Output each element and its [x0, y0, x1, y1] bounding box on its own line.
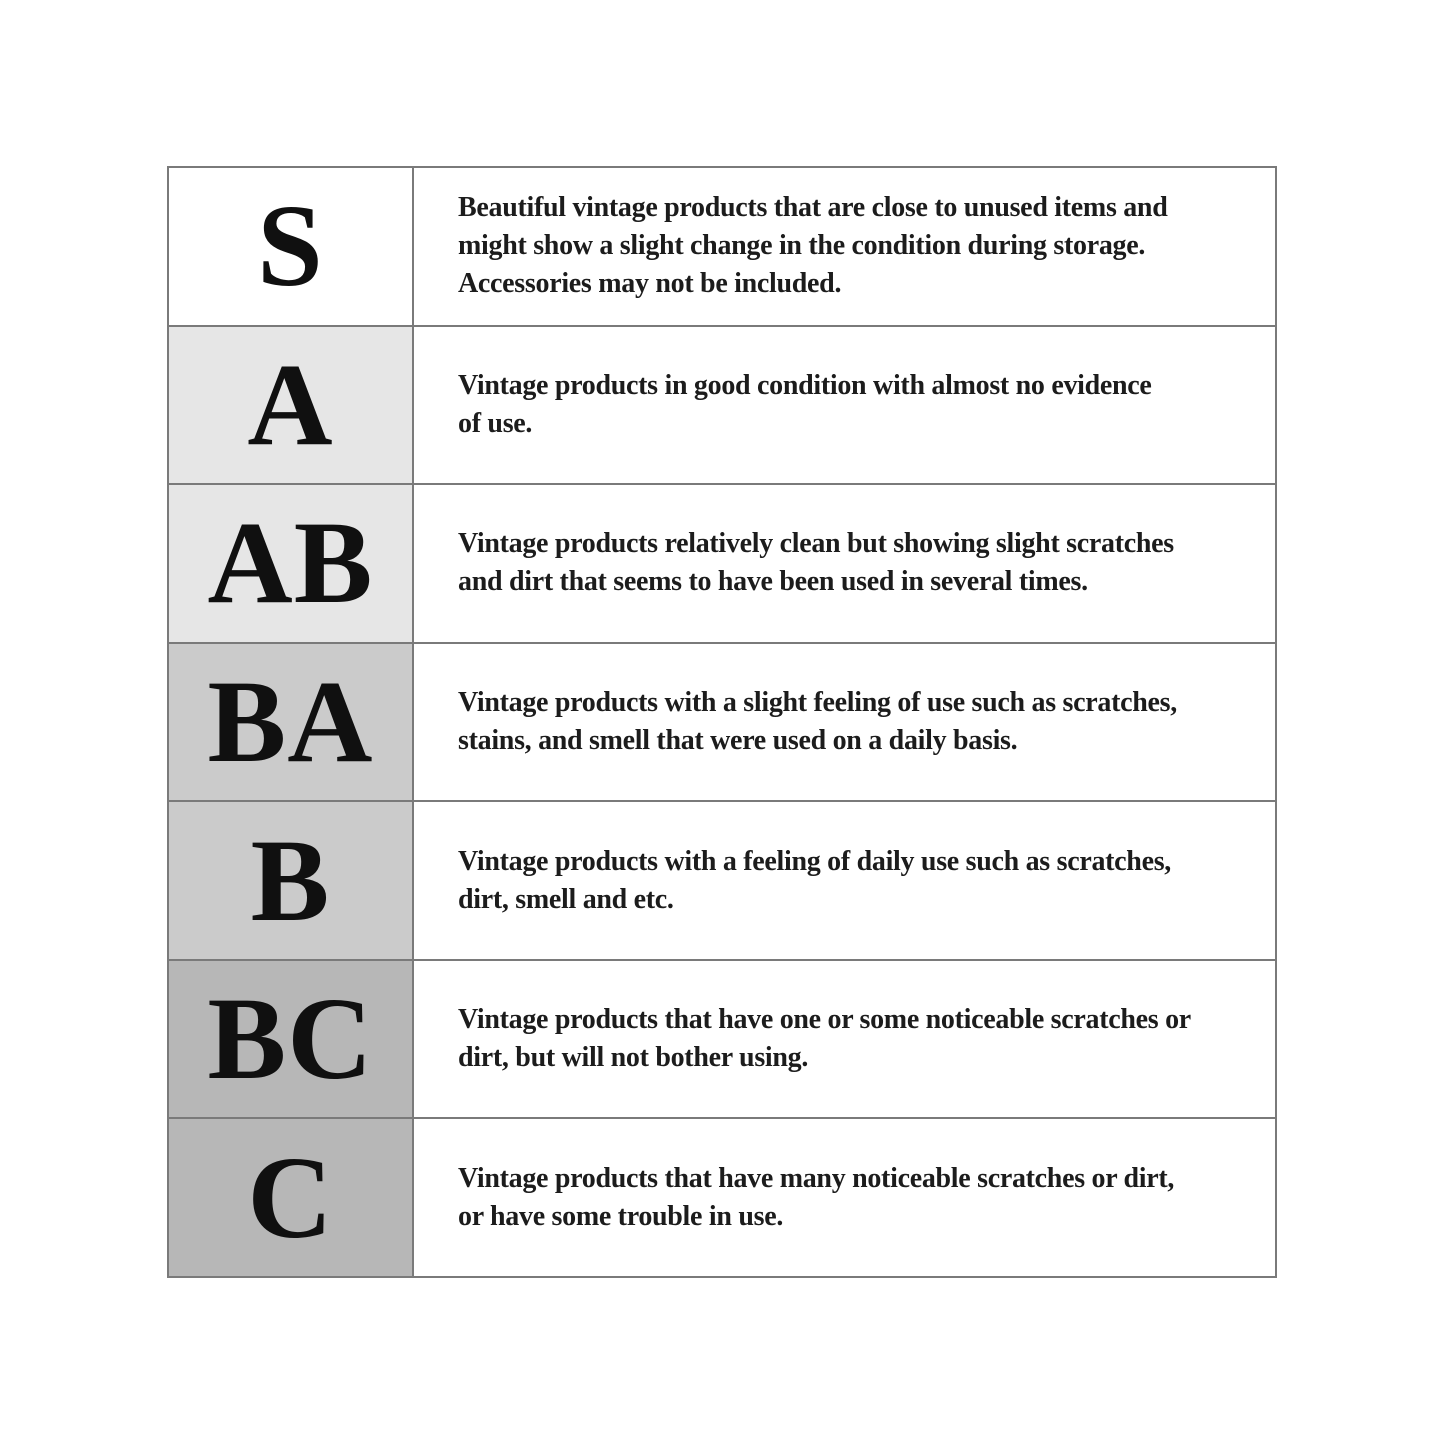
grade-description-b: [414, 802, 1275, 959]
description-line: of use.: [458, 407, 533, 439]
description-line: Vintage products with a feeling of daily use such as scratches,: [458, 845, 1171, 877]
table-row: [169, 642, 1275, 801]
description-line: stains, and smell that were used on a daily basis.: [458, 725, 1018, 757]
grade-cell-ba: BA: [169, 644, 414, 801]
table-row: [169, 959, 1275, 1118]
description-line: might show a slight change in the condition during storage.: [458, 230, 1146, 262]
description-line: and dirt that seems to have been used in several times.: [458, 566, 1088, 598]
description-line: Accessories may not be included.: [458, 268, 842, 300]
table-row: [169, 1117, 1275, 1276]
grade-cell-bc: BC: [169, 961, 414, 1118]
condition-grade-table: [167, 166, 1277, 1278]
grade-description-ba: [414, 644, 1275, 801]
grade-cell-a: A: [169, 327, 414, 484]
description-line: Vintage products in good condition with almost no evidence: [458, 369, 1152, 401]
description-line: dirt, smell and etc.: [458, 883, 674, 915]
description-line: Vintage products with a slight feeling of use such as scratches,: [458, 687, 1177, 719]
grade-description-bc: [414, 961, 1275, 1118]
table-row: [169, 483, 1275, 642]
grade-description-a: [414, 327, 1275, 484]
grade-cell-c: C: [169, 1119, 414, 1276]
grade-cell-s: S: [169, 168, 414, 325]
description-line: Beautiful vintage products that are close to unused items and: [458, 192, 1168, 224]
description-line: dirt, but will not bother using.: [458, 1042, 809, 1074]
description-line: Vintage products relatively clean but showing slight scratches: [458, 528, 1174, 560]
grade-cell-ab: AB: [169, 485, 414, 642]
table-row: [169, 325, 1275, 484]
description-line: or have some trouble in use.: [458, 1200, 784, 1232]
grade-description-s: [414, 168, 1275, 325]
grade-cell-b: B: [169, 802, 414, 959]
description-line: Vintage products that have one or some noticeable scratches or: [458, 1004, 1191, 1036]
table-row: [169, 800, 1275, 959]
grade-description-ab: [414, 485, 1275, 642]
grade-description-c: [414, 1119, 1275, 1276]
table-row: [169, 168, 1275, 325]
description-line: Vintage products that have many noticeable scratches or dirt,: [458, 1162, 1175, 1194]
